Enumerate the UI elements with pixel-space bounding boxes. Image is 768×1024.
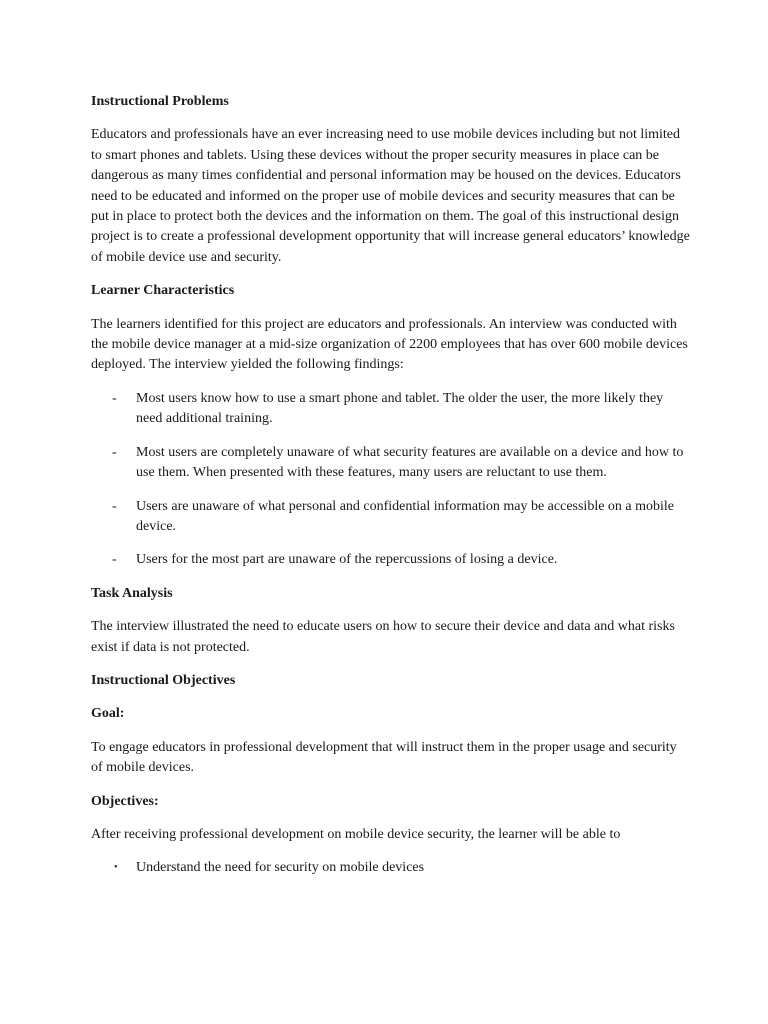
finding-text: Most users know how to use a smart phone and tablet. The older the user, the more likely they need additional training.: [136, 390, 664, 427]
objectives-list: [91, 858, 691, 878]
heading-goal: Goal:: [91, 706, 125, 722]
finding-text: Users are unaware of what personal and confidential information may be accessible on a mobile device.: [136, 498, 675, 534]
paragraph-goal: To engage educators in professional development that will instruct them in the proper usage and security of mobile devices.: [91, 739, 677, 776]
finding-text: Most users are completely unaware of what security features are available on a device and how to use them. When presented with these features, many users are reluctant to use them.: [136, 444, 684, 481]
paragraph-learner-characteristics: The learners identified for this project are educators and professionals. An interview was conducted with the mobile device manager at a mid-size organization of 2200 employees that has over 600 mobile devices deployed. The interview yielded the following findings:: [91, 316, 688, 373]
heading-instructional-objectives: Instructional Objectives: [91, 672, 236, 688]
heading-learner-characteristics: Learner Characteristics: [91, 283, 235, 299]
list-item: [91, 858, 691, 878]
document-page: [91, 92, 691, 892]
paragraph-instructional-problems: Educators and professionals have an ever increasing need to use mobile devices including but not limited to smart phones and tablets. Using these devices without the proper security measures in place can be dangerous as many times confidential and personal information may be housed on the devices. Educators need to be educated and informed on the proper use of mobile devices and security measures that can be put in place to protect both the devices and the information on them. The goal of this instructional design project is to create a professional development opportunity that will increase general educators’ knowledge of mobile device use and security.: [91, 127, 690, 265]
objective-text: Understand the need for security on mobile devices: [136, 860, 425, 876]
dash-marker: -: [112, 390, 117, 406]
bullet-marker: •: [114, 862, 118, 874]
finding-text: Users for the most part are unaware of the repercussions of losing a device.: [136, 552, 558, 568]
list-item: [91, 443, 691, 484]
list-item: [91, 497, 691, 538]
paragraph-task-analysis: The interview illustrated the need to educate users on how to secure their device and data and what risks exist if data is not protected.: [91, 619, 675, 655]
findings-list: [91, 389, 691, 571]
heading-task-analysis: Task Analysis: [91, 585, 173, 601]
dash-marker: -: [112, 444, 117, 460]
heading-instructional-problems: Instructional Problems: [91, 94, 229, 109]
dash-marker: -: [112, 552, 117, 568]
paragraph-objectives-intro: After receiving professional development on mobile device security, the learner will be able to: [91, 826, 621, 842]
list-item: [91, 550, 691, 570]
heading-objectives: Objectives:: [91, 793, 159, 809]
dash-marker: -: [112, 498, 117, 514]
list-item: [91, 389, 691, 430]
